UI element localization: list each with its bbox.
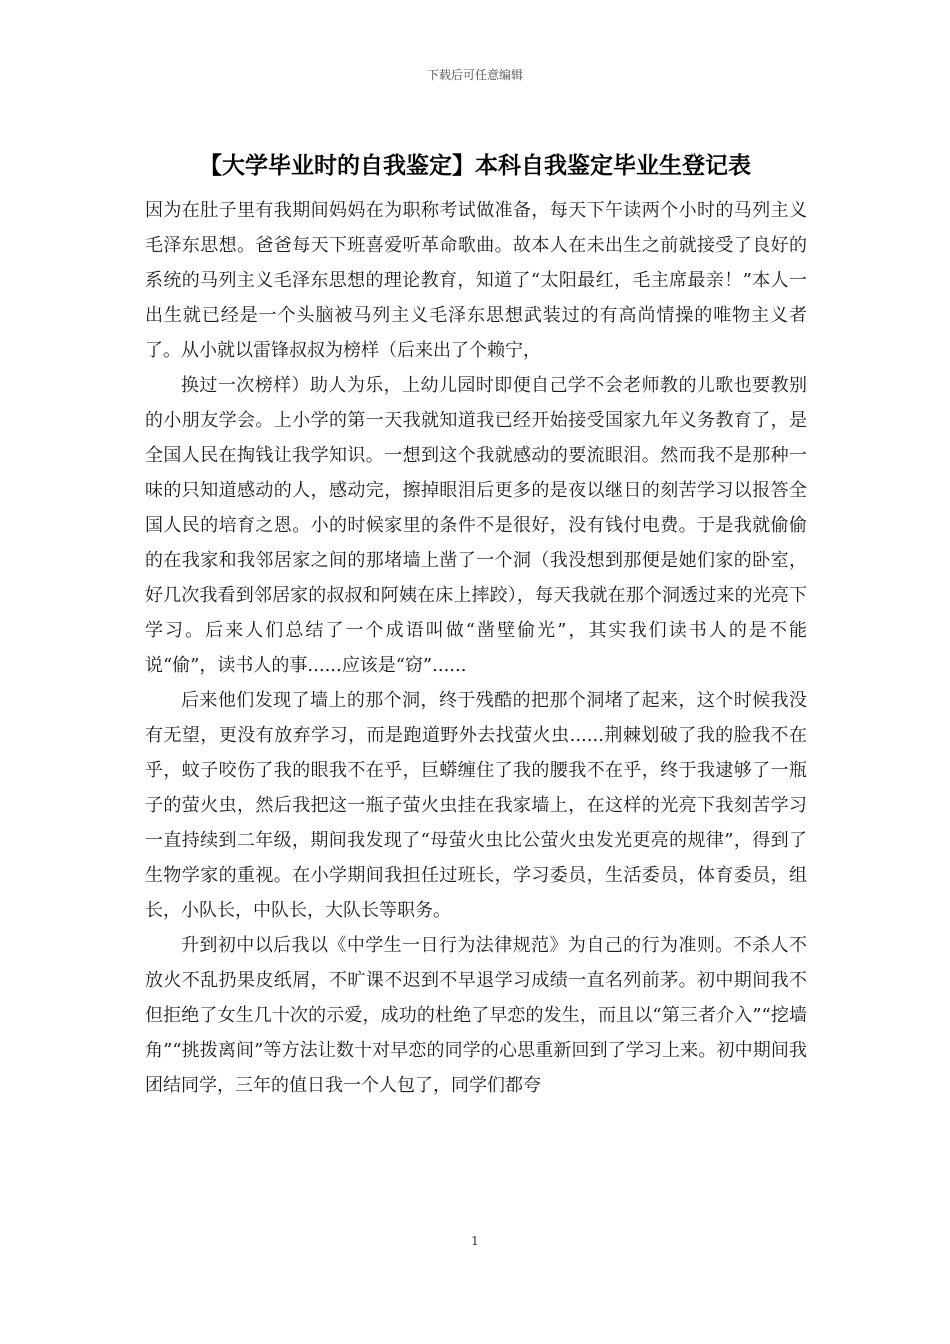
page-header-note: 下载后可任意编辑 (426, 68, 523, 82)
document-body (145, 193, 807, 1103)
page-number: 1 (471, 1234, 479, 1248)
document-title: 【大学毕业时的自我鉴定】本科自我鉴定毕业生登记表 (199, 153, 751, 179)
paragraph-4: 升到初中以后我以《中学生一日行为法律规范》为自己的行为准则。不杀人不放火不乱扔果皮纸屑，不旷课不迟到不早退学习成绩一直名列前茅。初中期间我不但拒绝了女生几十次的示爱，成功的杜绝了早恋的发生，而且以“第三者介入”“挖墙角”“挑拨离间”等方法让数十对早恋的同学的心思重新回到了学习上来。初中期间我团结同学，三年的值日我一个人包了，同学们都夸 (145, 935, 807, 1096)
paragraph-3: 后来他们发现了墙上的那个洞，终于残酷的把那个洞堵了起来，这个时候我没有无望，更没有放弃学习，而是跑道野外去找萤火虫......荆棘划破了我的脸我不在乎，蚊子咬伤了我的眼我不在乎，巨蟒缠住了我的腰我不在乎，终于我逮够了一瓶子的萤火虫，然后我把这一瓶子萤火虫挂在我家墙上，在这样的光亮下我刻苦学习一直持续到二年级，期间我发现了“母萤火虫比公萤火虫发光更亮的规律”，得到了生物学家的重视。在小学期间我担任过班长，学习委员，生活委员，体育委员，组长，小队长，中队长，大队长等职务。 (145, 690, 807, 921)
paragraph-1: 因为在肚子里有我期间妈妈在为职称考试做准备，每天下午读两个小时的马列主义毛泽东思想。爸爸每天下班喜爱听革命歌曲。故本人在未出生之前就接受了良好的系统的马列主义毛泽东思想的理论教育，知道了“太阳最红，毛主席最亲！”本人一出生就已经是一个头脑被马列主义毛泽东思想武装过的有高尚情操的唯物主义者了。从小就以雷锋叔叔为榜样（后来出了个赖宁， (145, 200, 807, 361)
paragraph-2: 换过一次榜样）助人为乐，上幼儿园时即便自己学不会老师教的儿歌也要教别的小朋友学会。上小学的第一天我就知道我已经开始接受国家九年义务教育了，是全国人民在掏钱让我学知识。一想到这个我就感动的要流眼泪。然而我不是那种一味的只知道感动的人，感动完，擦掉眼泪后更多的是夜以继日的刻苦学习以报答全国人民的培育之恩。小的时候家里的条件不是很好，没有钱付电费。于是我就偷偷的在我家和我邻居家之间的那堵墙上凿了一个洞（我没想到那便是她们家的卧室，好几次我看到邻居家的叔叔和阿姨在床上摔跤），每天我就在那个洞透过来的光亮下学习。后来人们总结了一个成语叫做“凿壁偷光”，其实我们读书人的是不能说“偷”，读书人的事......应该是“窃”...... (145, 375, 807, 676)
